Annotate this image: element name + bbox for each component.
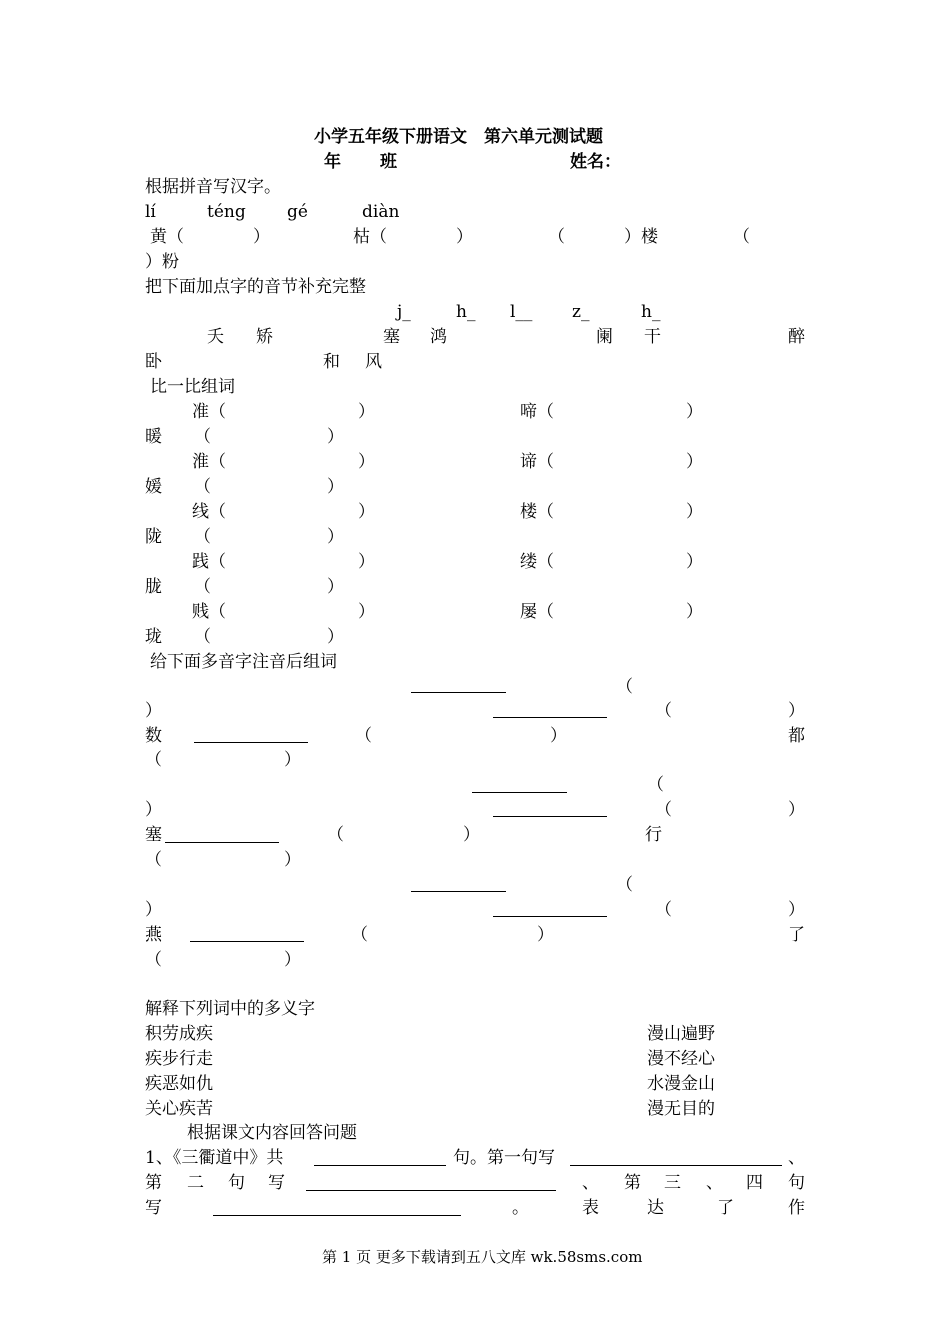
paren: ）: [788, 701, 805, 721]
compare-char: 媛: [145, 477, 162, 497]
compare-char: 谛（: [520, 452, 554, 472]
pinyin-hint: l__: [510, 302, 533, 322]
paren: ）: [788, 900, 805, 920]
polyphone-char: 行: [645, 825, 662, 845]
compare-char: 胧: [145, 577, 162, 597]
compare-char: 屡（: [520, 602, 554, 622]
compare-char: 准（: [192, 402, 226, 422]
word-item: （: [733, 227, 750, 247]
compare-char: 陇: [145, 527, 162, 547]
paren: （: [655, 800, 672, 820]
question-text: 写: [145, 1198, 162, 1218]
paren: （: [647, 775, 664, 795]
compare-paren: ）: [358, 552, 375, 572]
section-2-heading: 把下面加点字的音节补充完整: [145, 277, 366, 297]
dotted-word: 夭: [207, 327, 224, 347]
paren: ）: [145, 701, 162, 721]
pinyin-blank[interactable]: [411, 891, 506, 892]
pinyin-blank[interactable]: [165, 842, 279, 843]
paren: ）: [788, 800, 805, 820]
idiom-right: 漫山遍野: [647, 1024, 715, 1044]
dotted-word: 和: [323, 352, 340, 372]
question-text: 作: [788, 1198, 805, 1218]
section-3-heading: 比一比组词: [150, 377, 235, 397]
compare-paren: （: [194, 527, 211, 547]
paren: （: [145, 750, 162, 770]
question-text: 、: [582, 1173, 599, 1193]
pinyin-blank[interactable]: [493, 717, 607, 718]
pinyin: lí: [145, 202, 156, 222]
compare-char: 珑: [145, 627, 162, 647]
question-text: 句: [788, 1173, 805, 1193]
idiom-left: 积劳成疾: [145, 1024, 213, 1044]
pinyin-blank[interactable]: [411, 692, 506, 693]
compare-char: 线（: [192, 502, 226, 522]
paren: ）: [284, 750, 301, 770]
pinyin-blank[interactable]: [194, 742, 308, 743]
compare-paren: ）: [686, 452, 703, 472]
compare-char: 践（: [192, 552, 226, 572]
question-text: 第: [624, 1173, 641, 1193]
dotted-word: 鸿: [430, 327, 447, 347]
answer-blank[interactable]: [570, 1165, 782, 1166]
question-text: 达: [647, 1198, 664, 1218]
name-label: 姓名：: [570, 152, 621, 172]
compare-paren: ）: [686, 502, 703, 522]
section-4-heading: 给下面多音字注音后组词: [150, 652, 337, 672]
grade-label: 年: [324, 152, 341, 172]
dotted-word: 塞: [383, 327, 400, 347]
compare-paren: （: [194, 577, 211, 597]
pinyin: diàn: [362, 202, 400, 222]
pinyin-blank[interactable]: [472, 792, 567, 793]
polyphone-char: 塞: [145, 825, 162, 845]
pinyin-blank[interactable]: [190, 941, 304, 942]
answer-blank[interactable]: [213, 1215, 461, 1216]
pinyin-blank[interactable]: [493, 916, 607, 917]
compare-paren: （: [194, 627, 211, 647]
compare-char: 贱（: [192, 602, 226, 622]
paren: （: [351, 925, 368, 945]
paren: （: [616, 677, 633, 697]
question-text: 三: [664, 1173, 681, 1193]
pinyin-hint: z_: [572, 302, 590, 322]
question-text: 第: [145, 1173, 162, 1193]
page-footer: 第 1 页 更多下载请到五八文库 wk.58sms.com: [322, 1248, 643, 1266]
answer-blank[interactable]: [314, 1165, 446, 1166]
compare-char: 啼（: [520, 402, 554, 422]
section-6-heading: 根据课文内容回答问题: [187, 1123, 357, 1143]
pinyin-hint: j_: [397, 302, 411, 322]
compare-paren: ）: [358, 402, 375, 422]
pinyin: gé: [287, 202, 308, 222]
compare-paren: ）: [327, 577, 344, 597]
paren: ）: [537, 925, 554, 945]
idiom-right: 水漫金山: [647, 1074, 715, 1094]
compare-paren: ）: [358, 602, 375, 622]
paren: （: [655, 701, 672, 721]
paren: （: [327, 825, 344, 845]
compare-paren: ）: [327, 527, 344, 547]
word-item: 黄（: [150, 227, 184, 247]
question-text: 句。第一句写: [453, 1148, 555, 1168]
question-text: 、: [788, 1148, 805, 1168]
pinyin-blank[interactable]: [493, 816, 607, 817]
compare-paren: ）: [358, 502, 375, 522]
word-item: （: [548, 227, 565, 247]
compare-char: 暖: [145, 427, 162, 447]
polyphone-char: 都: [788, 726, 805, 746]
idiom-left: 疾步行走: [145, 1049, 213, 1069]
page-title: 小学五年级下册语文 第六单元测试题: [314, 127, 603, 147]
compare-paren: （: [194, 427, 211, 447]
paren: ）: [284, 850, 301, 870]
polyphone-char: 燕: [145, 925, 162, 945]
pinyin: téng: [207, 202, 246, 222]
paren: ）: [550, 726, 567, 746]
paren: （: [355, 726, 372, 746]
paren: ）: [145, 800, 162, 820]
compare-paren: ）: [358, 452, 375, 472]
question-text: 四: [746, 1173, 763, 1193]
paren: （: [616, 875, 633, 895]
word-item: ）: [456, 227, 473, 247]
dotted-word: 干: [644, 327, 661, 347]
paren: ）: [145, 900, 162, 920]
compare-paren: ）: [686, 602, 703, 622]
compare-paren: ）: [327, 627, 344, 647]
question-text: 二: [187, 1173, 204, 1193]
dotted-word: 风: [365, 352, 382, 372]
word-item: ）楼: [624, 227, 658, 247]
dotted-word: 阑: [596, 327, 613, 347]
section-1-heading: 根据拼音写汉字。: [145, 177, 281, 197]
question-text: 1、《三衢道中》共: [145, 1148, 284, 1168]
question-text: 表: [582, 1198, 599, 1218]
compare-paren: ）: [327, 477, 344, 497]
section-5-heading: 解释下列词中的多义字: [145, 999, 315, 1019]
idiom-left: 关心疾苦: [145, 1099, 213, 1119]
dotted-word: 矫: [256, 327, 273, 347]
word-item: ）: [253, 227, 270, 247]
paren: ）: [284, 950, 301, 970]
compare-char: 楼（: [520, 502, 554, 522]
word-item: 枯（: [353, 227, 387, 247]
paren: （: [145, 950, 162, 970]
polyphone-char: 了: [788, 925, 805, 945]
pinyin-hint: h_: [641, 302, 661, 322]
paren: （: [145, 850, 162, 870]
paren: ）: [463, 825, 480, 845]
answer-blank[interactable]: [306, 1190, 556, 1191]
idiom-right: 漫无目的: [647, 1099, 715, 1119]
question-text: 。: [512, 1198, 529, 1218]
compare-paren: ）: [686, 402, 703, 422]
compare-char: 淮（: [192, 452, 226, 472]
question-text: 句: [228, 1173, 245, 1193]
compare-char: 缕（: [520, 552, 554, 572]
compare-paren: （: [194, 477, 211, 497]
compare-paren: ）: [327, 427, 344, 447]
dotted-word: 醉: [788, 327, 805, 347]
class-label: 班: [380, 152, 397, 172]
question-text: 、: [706, 1173, 723, 1193]
idiom-left: 疾恶如仇: [145, 1074, 213, 1094]
dotted-word: 卧: [145, 352, 162, 372]
paren: （: [655, 900, 672, 920]
question-text: 写: [268, 1173, 285, 1193]
pinyin-hint: h_: [456, 302, 476, 322]
polyphone-char: 数: [145, 726, 162, 746]
question-text: 了: [717, 1198, 734, 1218]
word-item: ）粉: [145, 252, 179, 272]
compare-paren: ）: [686, 552, 703, 572]
idiom-right: 漫不经心: [647, 1049, 715, 1069]
